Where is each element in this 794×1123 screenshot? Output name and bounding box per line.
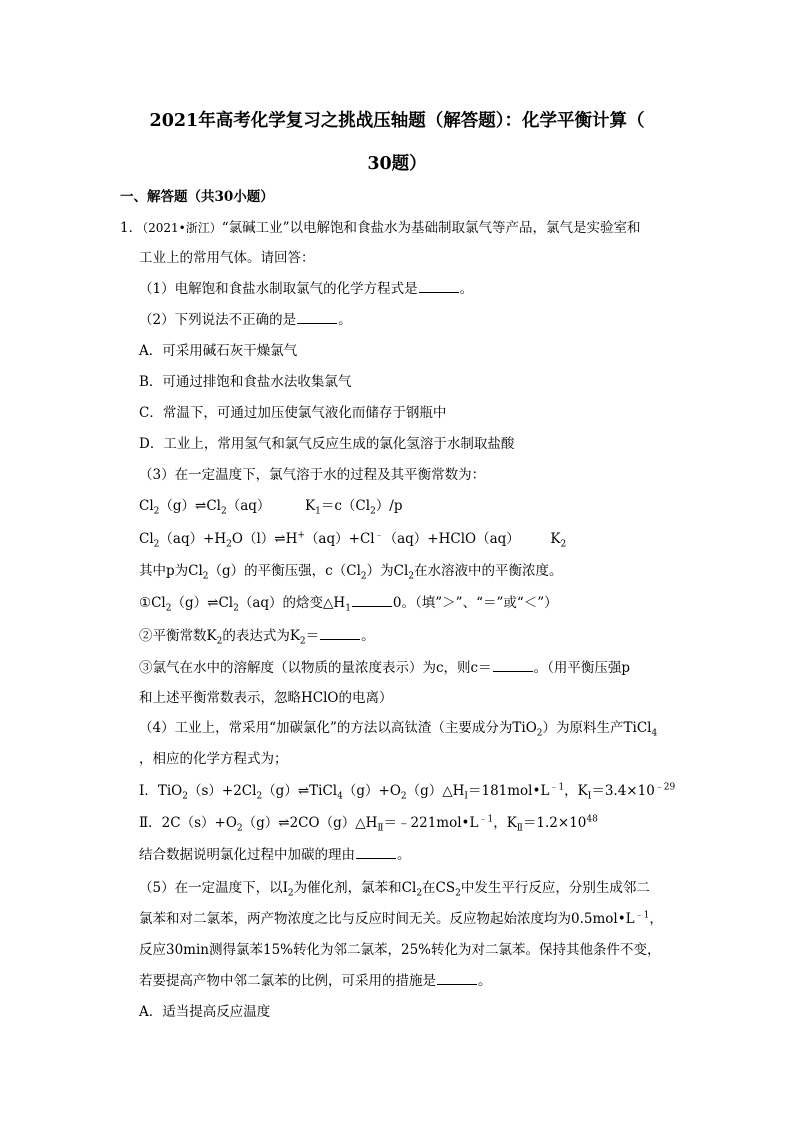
part-5-text: ， xyxy=(649,911,663,927)
sub-text: ①Cl xyxy=(139,595,166,611)
rxn-text: ＝﹣221mol•L xyxy=(383,815,479,831)
subscript: 4 xyxy=(337,791,343,802)
subscript: 2 xyxy=(299,636,306,647)
sub-question-3 xyxy=(139,659,630,677)
question-1-intro-line-1 xyxy=(120,219,641,237)
option-d: D．工业上，常用氢气和氯气反应生成的氯化氢溶于水制取盐酸 xyxy=(139,436,515,452)
rxn-text: ，K xyxy=(493,815,517,831)
part-5-text: 中发生平行反应，分别生成邻二 xyxy=(460,880,650,896)
eq-text: ＝c（Cl xyxy=(320,498,371,514)
sub-text: （g）⇌Cl xyxy=(171,595,234,611)
sub-question-1 xyxy=(139,594,558,612)
superscript: + xyxy=(297,530,305,541)
superscript: ﹣1 xyxy=(634,910,650,921)
part-5-line-3: 反应30min测得氯苯15%转化为邻二氯苯，25%转化为对二氯苯。保持其他条件不变， xyxy=(139,942,661,958)
part-5-text: 为催化剂，氯苯和Cl xyxy=(293,880,417,896)
subscript: Ⅱ xyxy=(377,823,384,834)
question-source: （2021•浙江） xyxy=(142,221,222,235)
part-5-line-2 xyxy=(139,910,663,928)
option-a: A．可采用碱石灰干燥氯气 xyxy=(139,343,298,359)
subscript: 2 xyxy=(153,539,160,550)
superscript: ﹣1 xyxy=(549,782,565,793)
section-heading: 一、解答题（共30小题） xyxy=(120,189,274,205)
eq-text: ）/p xyxy=(375,498,403,514)
subscript: 4 xyxy=(651,728,658,739)
part-5-text: （5）在一定温度下，以I xyxy=(139,880,288,896)
part-1 xyxy=(139,280,473,298)
rxn-text: （g）+O xyxy=(342,783,401,799)
subscript: 1 xyxy=(345,603,351,614)
question-1-intro-line-2: 工业上的常用气体。请回答： xyxy=(139,250,315,266)
answer-blank[interactable] xyxy=(493,659,533,672)
part-5-text: 若要提高产物中邻二氯苯的比例，可采用的措施是 xyxy=(139,973,436,989)
eq-text: Cl xyxy=(139,498,154,514)
subscript: 2 xyxy=(226,539,232,550)
superscript: ﹣1 xyxy=(478,814,494,825)
superscript: ﹣29 xyxy=(654,782,676,793)
part-2 xyxy=(139,311,352,329)
sub-text: 。（用平衡压强p xyxy=(533,660,631,676)
subscript: 2 xyxy=(202,571,209,582)
subscript: 2 xyxy=(165,603,172,614)
eq-text: Cl xyxy=(139,531,154,547)
reaction-1 xyxy=(139,782,675,800)
part-4-q-end: 。 xyxy=(397,847,411,863)
rxn-text: ，K xyxy=(564,783,588,799)
answer-blank[interactable] xyxy=(352,594,392,607)
sub-text: 。 xyxy=(361,628,375,644)
rxn-text: ＝3.4×10 xyxy=(591,783,655,799)
subscript: Ⅰ xyxy=(587,791,592,802)
subscript: 2 xyxy=(221,506,227,517)
sub-text: 0。（填”＞”、“＝”或“＜”） xyxy=(392,595,558,611)
subscript: 2 xyxy=(408,571,415,582)
part-4-cont: ，相应的化学方程式为； xyxy=(139,751,288,767)
subscript: 2 xyxy=(560,539,567,550)
subscript: 2 xyxy=(400,791,407,802)
sub-text: ②平衡常数K xyxy=(139,628,217,644)
sub-text: ＝ xyxy=(305,628,320,644)
part-4-text: （4）工业上，常采用“加碳氯化”的方法以高钛渣（主要成分为TiO xyxy=(139,720,537,736)
part-1-text: （1）电解饱和食盐水制取氯气的化学方程式是 xyxy=(139,281,418,297)
option-b: B．可通过排饱和食盐水法收集氯气 xyxy=(139,374,352,390)
rxn-text: Ⅰ．TiO xyxy=(139,783,183,799)
rxn-text: Ⅱ．2C（s）+O xyxy=(139,815,237,831)
part-3: （3）在一定温度下，氯气溶于水的过程及其平衡常数为： xyxy=(139,467,486,483)
eq-text: （aq）+HClO（aq） xyxy=(383,531,520,547)
eq-text: K xyxy=(305,498,316,514)
part-5-text: 在CS xyxy=(422,880,456,896)
part-1-end: 。 xyxy=(459,281,474,297)
rxn-text: ＝1.2×10 xyxy=(522,815,587,831)
option-c: C．常温下，可通过加压使氯气液化而储存于钢瓶中 xyxy=(139,405,447,421)
eq-text: （g）⇌Cl xyxy=(159,498,221,514)
superscript: ﹣ xyxy=(374,530,384,541)
note-text: 其中p为Cl xyxy=(139,563,203,579)
document-title-line-1: 2021年高考化学复习之挑战压轴题（解答题）：化学平衡计算（ xyxy=(149,111,645,131)
answer-blank[interactable] xyxy=(297,311,337,324)
reaction-2 xyxy=(139,814,598,832)
subscript: 2 xyxy=(416,888,423,899)
part-5-option-a: A．适当提高反应温度 xyxy=(139,1004,271,1020)
rxn-text: （g）⇌TiCl xyxy=(262,783,338,799)
subscript: 2 xyxy=(370,506,376,517)
eq-text: （aq）+Cl xyxy=(304,531,375,547)
answer-blank[interactable] xyxy=(356,846,396,859)
subscript: 2 xyxy=(455,888,461,899)
eq-text: K xyxy=(550,531,561,547)
sub-question-2 xyxy=(139,627,375,645)
part-5-line-4 xyxy=(139,972,492,990)
part-5-end: 。 xyxy=(478,973,492,989)
part-5-text: 氯苯和对二氯苯，两产物浓度之比与反应时间无关。反应物起始浓度均为0.5mol•L xyxy=(139,911,635,927)
answer-blank[interactable] xyxy=(320,627,360,640)
sub-text: 的表达式为K xyxy=(222,628,300,644)
subscript: 2 xyxy=(360,571,367,582)
note-text: 在水溶液中的平衡浓度。 xyxy=(414,563,563,579)
rxn-text: ＝181mol•L xyxy=(467,783,550,799)
eq-text: O（l）⇌H xyxy=(231,531,298,547)
question-number: 1． xyxy=(120,220,143,236)
part-4 xyxy=(139,719,657,737)
subscript: Ⅱ xyxy=(516,823,523,834)
part-5 xyxy=(139,879,650,897)
rxn-text: （s）+2Cl xyxy=(187,783,257,799)
subscript: Ⅰ xyxy=(464,791,468,802)
subscript: 2 xyxy=(256,791,263,802)
subscript: 2 xyxy=(236,823,243,834)
rxn-text: （g）△H xyxy=(406,783,465,799)
document-title-line-2: 30题） xyxy=(367,154,427,174)
equation-1 xyxy=(139,497,403,515)
part-4-question xyxy=(139,846,411,864)
answer-blank[interactable] xyxy=(437,972,477,985)
sub-text: （aq）的焓变△H xyxy=(238,595,346,611)
part-4-text: ）为原料生产TiCl xyxy=(542,720,652,736)
subscript: 2 xyxy=(233,603,239,614)
part-4-q-text: 结合数据说明氯化过程中加碳的理由 xyxy=(139,847,355,863)
question-intro-text: “氯碱工业”以电解饱和食盐水为基础制取氯气等产品，氯气是实验室和 xyxy=(221,220,641,236)
superscript: 48 xyxy=(586,814,598,825)
eq-text: （aq） xyxy=(226,498,271,514)
subscript: 2 xyxy=(182,791,188,802)
subscript: 1 xyxy=(315,506,321,517)
equation-2 xyxy=(139,530,566,548)
subscript: 2 xyxy=(216,636,223,647)
subscript: 2 xyxy=(536,728,543,739)
note-text: （g）的平衡压强，c（Cl xyxy=(208,563,361,579)
answer-blank[interactable] xyxy=(419,280,459,293)
part-3-note xyxy=(139,562,563,580)
note-text: ）为Cl xyxy=(366,563,409,579)
sub-question-3-cont: 和上述平衡常数表示，忽略HClO的电离） xyxy=(139,690,393,706)
eq-text: （aq）+H xyxy=(159,531,227,547)
part-2-text: （2）下列说法不正确的是 xyxy=(139,312,297,328)
rxn-text: （g）⇌2CO（g）△H xyxy=(242,815,378,831)
subscript: 2 xyxy=(153,506,160,517)
part-2-end: 。 xyxy=(338,312,352,328)
sub-text: ③氯气在水中的溶解度（以物质的量浓度表示）为c，则c＝ xyxy=(139,660,492,676)
subscript: 2 xyxy=(287,888,294,899)
